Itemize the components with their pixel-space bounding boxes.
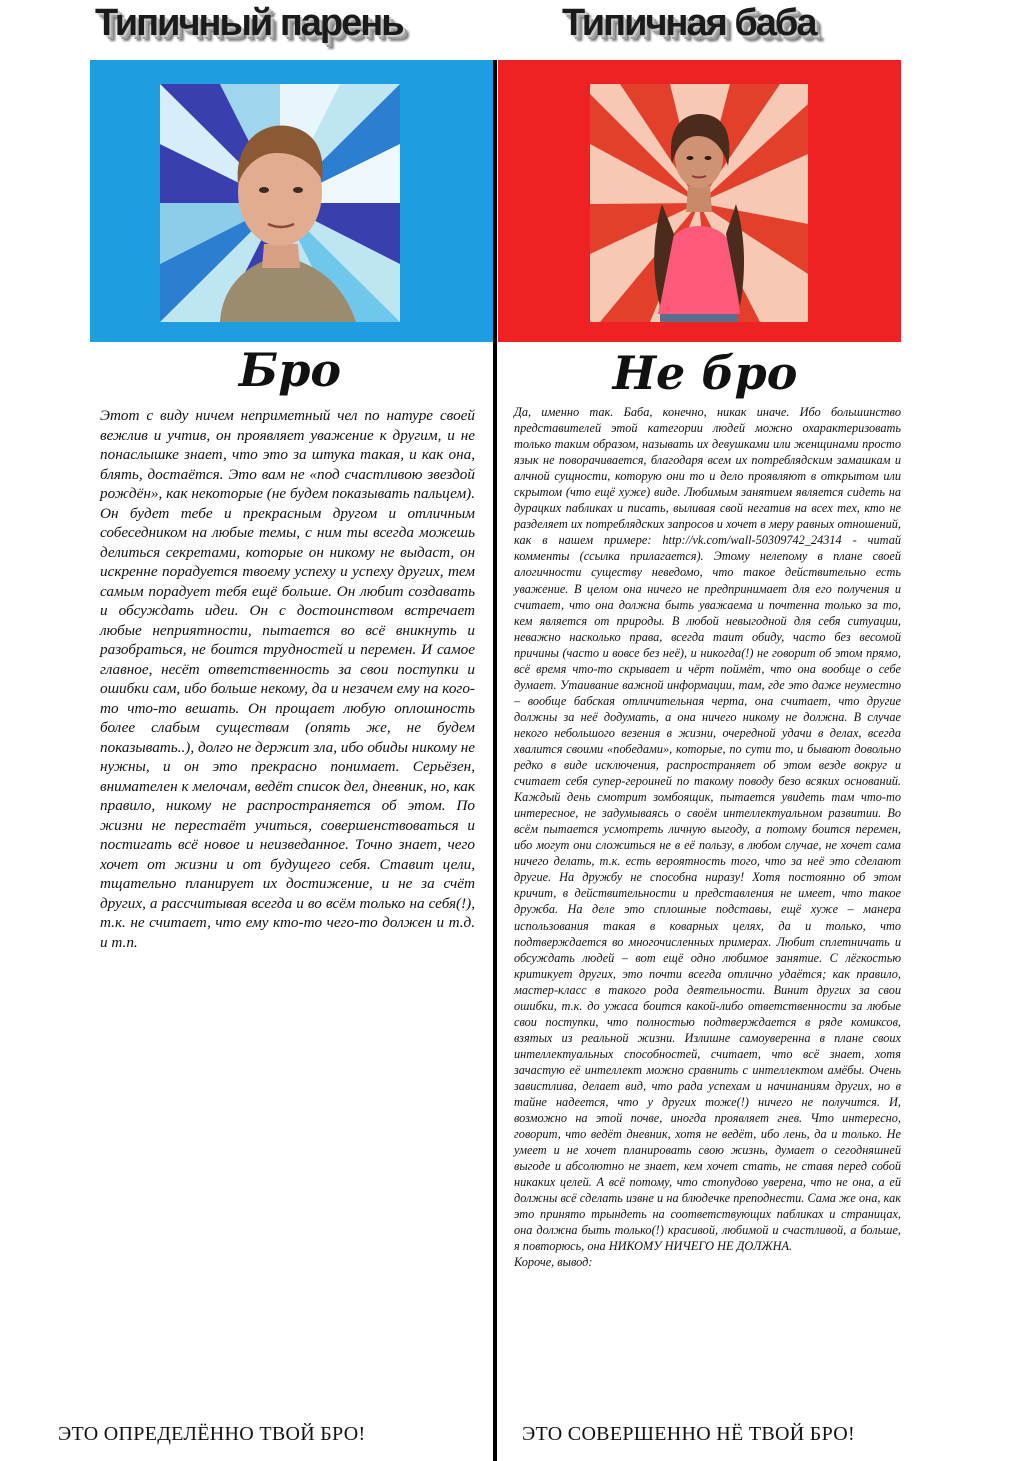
young-woman-photo-icon: [590, 84, 830, 322]
left-title: Бро: [238, 343, 342, 397]
left-header: Типичный парень: [95, 2, 403, 44]
left-description: Этот с виду ничем неприметный чел по натуре своей вежлив и учтив, он проявляет уважение к другим, и не понаслышке знает, что это за штука такая, и как она, блять, достаётся. Это вам не «под счастливою звездой рождён», как некоторые (не будем показывать пальцем). Он будет тебе и прекрасным другом и отличным собеседником на любые темы, с ним ты всегда можешь делиться секретами, которые он никому не выдаст, он искренне порадуется твоему успеху и успеху других, тем самым порадует тебя ещё больше. Он любит создавать и обсуждать идеи. Он с достоинством встречает любые неприятности, пытается во всё вникнуть и разобраться, не боится трудностей и перемен. И самое главное, несёт ответственность за свои поступки и ошибки сам, ибо больше некому, да и незачем ему на кого-то что-то вешать. Он прощает любую оплошность более слабым существам (опять же, не будем показывать..), долго не держит зла, ибо обиды никому не нужны, и он это прекрасно понимает. Серьёзен, внимателен к мелочам, ведёт список дел, дневник, но, как правило, никому не распространяется об этом. По жизни не перестаёт учиться, совершенствоваться и постигать всё новое и неизведанное. Точно знает, чего хочет от жизни и от будущего себя. Ставит цели, тщательно планирует их достижение, и не за счёт других, а рассчитывая всегда и во всём только на себя(!), т.к. не считает, что ему кто-то чего-то должен и т.д. и т.п.: [100, 407, 475, 951]
right-title: Не бро: [612, 346, 798, 400]
left-photo-panel: [90, 60, 495, 342]
right-header: Типичная баба: [562, 2, 816, 44]
right-photo-panel: [498, 60, 901, 342]
right-description: Да, именно так. Баба, конечно, никак иначе. Ибо большинство представителей этой категории людей можно охарактеризовать только таким образом, называть их девушками или женщинами просто язык не поворачивается, благодаря всем их потреблядским замашкам и алчной сущности, которую они то и дело проявляют в открытом или скрытом (что ещё хуже) виде. Любимым занятием является сидеть на дурацких пабликах и писать, выливая свой негатив на всех тех, кто не разделяет их потреблядских запросов и хочет в меру равных отношений, как в нашем примере: http://vk.com/wall-50309742_24314 - читай комменты (ссылка прилагается). Этому нелепому в плане своей алогичности существу неведомо, что такое действительно есть уважение. В целом она ничего не предпринимает для его получения и считает, что она должна быть уважаема и почтенна только за то, кем является от природы. В любой невыгодной для себя ситуации, неважно насколько права, всегда таит обиду, часто без весомой причины (часто и вовсе без неё), и никогда(!) не говорит об этом прямо, всё время что-то скрывает и чёрт поймёт, что она вообще о себе думает. Утаивание важной информации, там, где это даже неуместно – вообще бабская отличительная черта, она считает, что другие должны за неё додумать, а она ничего никому не должна. В случае некого небольшого везения в жизни, очередной удачи в делах, всегда хвалится своими «победами», которые, по сути то, и бывают довольно редко в виде исключения, распространяет об этом везде вокруг и считает себя супер-героиней по такому поводу безо всяких оснований. Каждый день смотрит зомбоящик, пытается увидеть там что-то интересное, не задумываясь о своём интеллектуальном развитии. Во всём пытается усмотреть личную выгоду, а потому боится перемен, ибо могут они сложиться не в её пользу, в любом случае, не хочет сама ничего делать, т.к. есть вероятность того, что за неё это сделают другие. На дружбу не способна ниразу! Хотя постоянно об этом кричит, в действительности и представления не имеет, что такое дружба. На деле это сплошные подставы, ещё хуже – манера использования такая в коварных целях, да и только, что подтверждается во многочисленных примерах. Любит сплетничать и обсуждать людей – вот ещё одно любимое занятие. С лёгкостью критикует других, это почти всегда отлично удаётся; как правило, мастер-класс в такого рода деятельности. Винит других за свои ошибки, т.к. до ужаса боится какой-либо ответственности за любые свои поступки, что полностью подтверждается в ряде комиксов, взятых из реальной жизни. Излишне самоуверенна в плане своих интеллектуальных способностей, считает, что всё знает, хотя зачастую её интеллект можно сравнить с интеллектом амёбы. Очень завистлива, делает вид, что рада успехам и начинаниям других, но в тайне надеется, что у других тоже(!) ничего не получится. И, возможно на этой почве, иногда проявляет гнев. Что интересно, говорит, что ведёт дневник, хотя не ведёт, ибо лень, да и только. Не умеет и не хочет планировать свою жизнь, думает о сегодняшней выгоде и абсолютно не знает, кем хочет стать, не ставя перед собой никаких целей. А всё потому, что стопудово уверена, что не она, а ей должны всё сделать извне и на блюдечке преподнести. Сама же она, как это принято трындеть на соответствующих пабликах и страницах, она должна быть только(!) красивой, любимой и счастливой, а больше, я повторюсь, она НИКОМУ НИЧЕГО НЕ ДОЛЖНА. Короче, вывод:: [514, 405, 901, 1270]
young-man-photo-icon: [160, 84, 400, 322]
left-verdict: ЭТО ОПРЕДЕЛЁННО ТВОЙ БРО!: [58, 1423, 366, 1445]
right-verdict: ЭТО СОВЕРШЕННО НЁ ТВОЙ БРО!: [522, 1423, 855, 1445]
center-divider: [493, 60, 497, 1461]
